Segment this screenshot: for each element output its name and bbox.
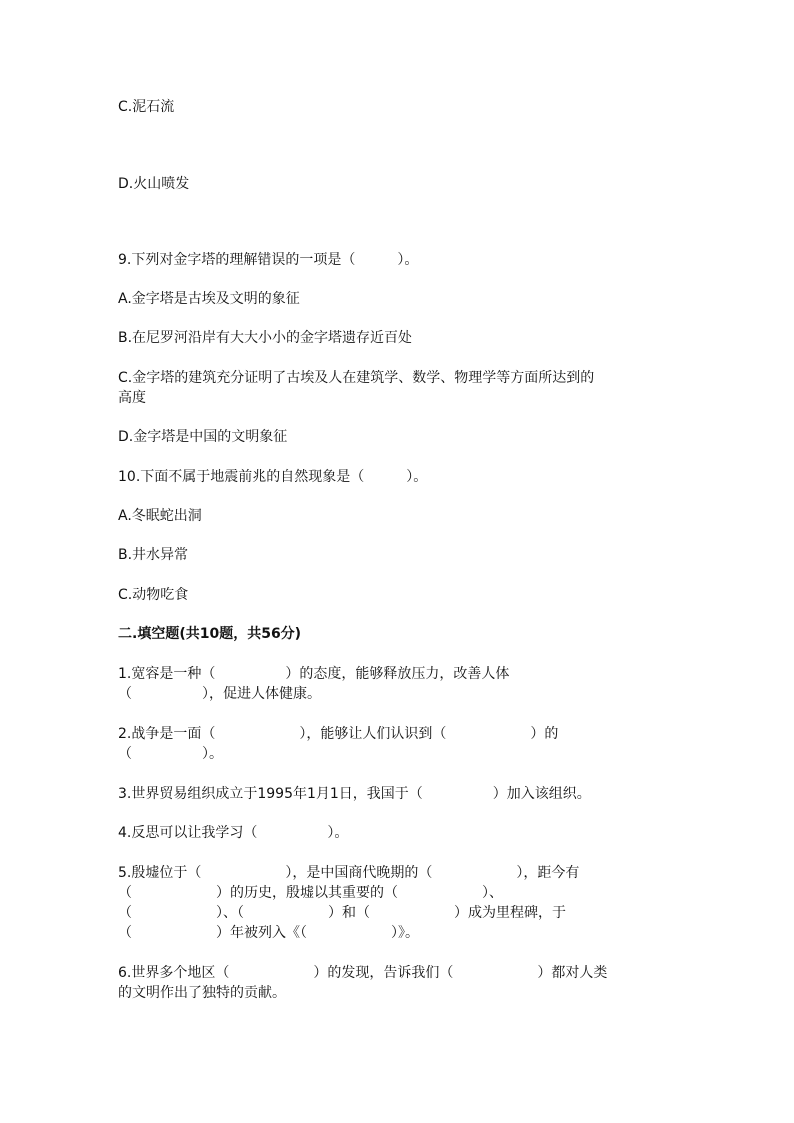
question-10-option-c: C.动物吃食 (118, 587, 189, 603)
question-9-option-d: D.金字塔是中国的文明象征 (118, 429, 288, 445)
question-10-stem: 10.下面不属于地震前兆的自然现象是（ ）。 (118, 469, 428, 485)
question-9-option-b: B.在尼罗河沿岸有大大小小的金字塔遗存近百处 (118, 330, 413, 346)
question-9-option-a: A.金字塔是古埃及文明的象征 (118, 291, 300, 307)
question-9-option-c-line1: C.金字塔的建筑充分证明了古埃及人在建筑学、数学、物理学等方面所达到的 (118, 370, 595, 386)
option-d-volcano: D.火山喷发 (118, 176, 190, 192)
fill-6-line2: 的文明作出了独特的贡献。 (118, 985, 286, 1001)
fill-2-line1: 2.战争是一面（ ），能够让人们认识到（ ）的 (118, 726, 559, 742)
question-9-option-c-line2: 高度 (118, 390, 146, 406)
fill-1-line1: 1.宽容是一种（ ）的态度，能够释放压力，改善人体 (118, 666, 510, 682)
fill-5-line1: 5.殷墟位于（ ），是中国商代晚期的（ ），距今有 (118, 865, 580, 881)
fill-6-line1: 6.世界多个地区（ ）的发现，告诉我们（ ）都对人类 (118, 965, 608, 981)
fill-3-line1: 3.世界贸易组织成立于1995年1月1日，我国于（ ）加入该组织。 (118, 786, 591, 802)
question-10-option-a: A.冬眠蛇出洞 (118, 508, 202, 524)
question-9-stem: 9.下列对金字塔的理解错误的一项是（ ）。 (118, 252, 419, 268)
question-10-option-b: B.井水异常 (118, 547, 189, 563)
option-c-mudflow: C.泥石流 (118, 99, 175, 115)
section-2-heading: 二.填空题(共10题，共56分) (118, 626, 302, 642)
fill-1-line2: （ ），促进人体健康。 (118, 686, 321, 702)
fill-5-line2: （ ）的历史，殷墟以其重要的（ ）、 (118, 885, 503, 901)
fill-5-line3: （ ）、（ ）和（ ）成为里程碑，于 (118, 905, 566, 921)
fill-5-line4: （ ）年被列入《（ ）》。 (118, 925, 419, 941)
fill-4-line1: 4.反思可以让我学习（ ）。 (118, 825, 349, 841)
fill-2-line2: （ ）。 (118, 746, 223, 762)
